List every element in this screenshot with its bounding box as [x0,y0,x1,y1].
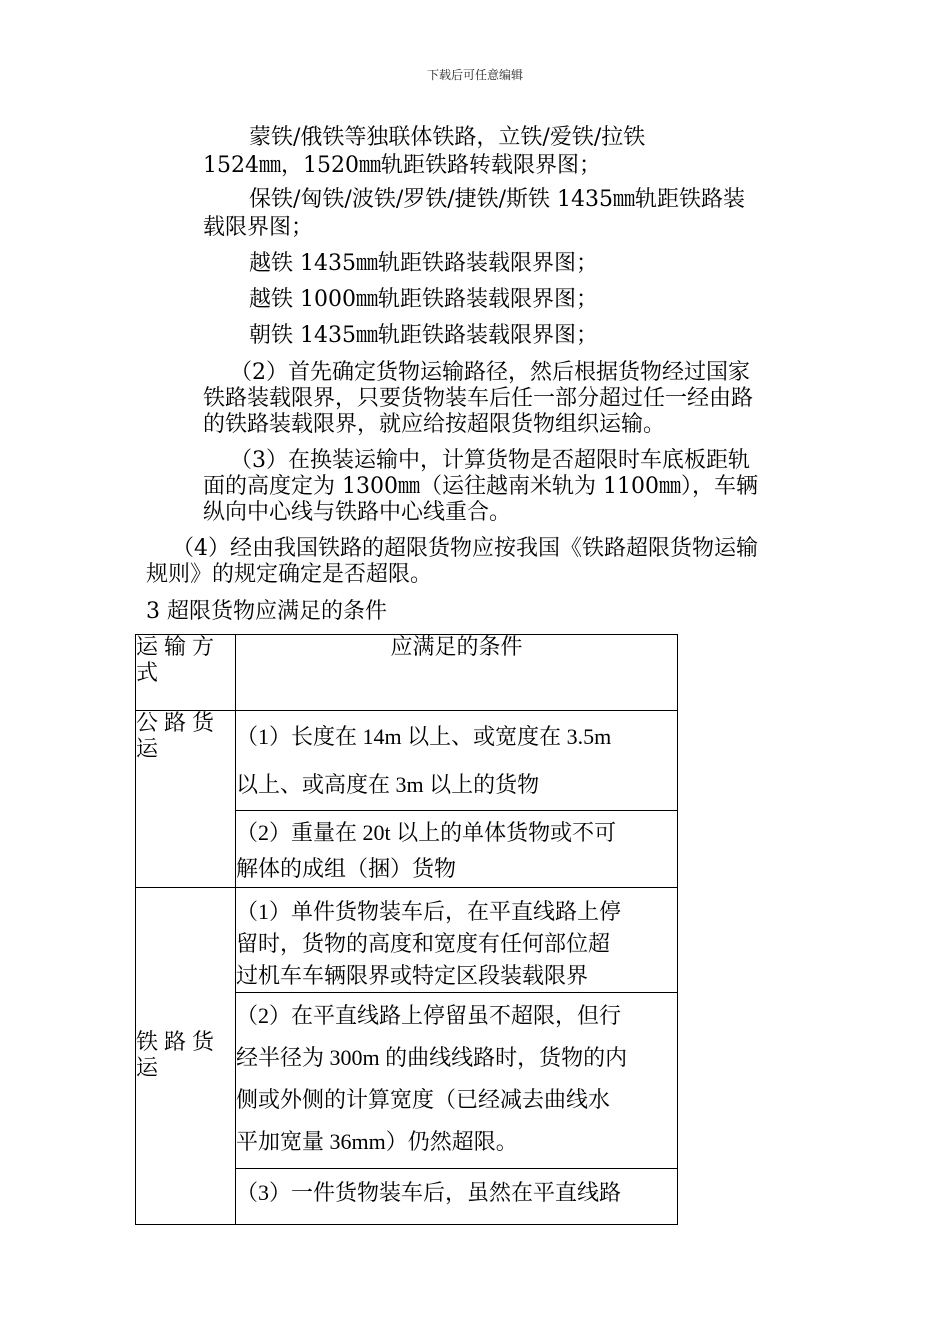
mode-cell-road: 公路货运 [136,711,236,888]
condition-line: 经半径为 300m 的曲线线路时，货物的内 [236,1045,628,1070]
paragraph-line: 1524㎜，1520㎜轨距铁路转载限界图； [203,153,601,178]
paragraph-line: 保铁/匈铁/波铁/罗铁/捷铁/斯铁 1435㎜轨距铁路装 [249,187,746,212]
condition-line: 平加宽量 36mm）仍然超限。 [236,1129,518,1154]
paragraph-line: 铁路装载限界，只要货物装车后任一部分超过任一经由路 [203,386,754,411]
condition-line: 侧或外侧的计算宽度（已经减去曲线水 [236,1087,611,1112]
condition-line: （3）一件货物装车后，虽然在平直线路 [236,1180,622,1205]
paragraph-line: 面的高度定为 1300㎜（运往越南米轨为 1100㎜），车辆 [203,474,758,499]
paragraph-line: 越铁 1435㎜轨距铁路装载限界图； [249,251,598,276]
condition-line: （2）重量在 20t 以上的单体货物或不可 [236,820,617,845]
paragraph-line: 的铁路装载限界，就应给按超限货物组织运输。 [203,412,666,437]
page-header: 下载后可任意编辑 [426,68,523,82]
paragraph-line: 朝铁 1435㎜轨距铁路装载限界图； [249,323,598,348]
conditions-table [135,634,678,1225]
condition-line: 过机车车辆限界或特定区段装载限界 [236,963,589,988]
paragraph-line: 蒙铁/俄铁等独联体铁路，立铁/爱铁/拉铁 [249,125,646,150]
table-header-row [136,635,678,711]
paragraph-line: 载限界图； [203,215,314,240]
table-row [136,711,678,811]
paragraph-line: 纵向中心线与铁路中心线重合。 [203,500,512,525]
condition-cell [236,888,678,993]
condition-cell [236,1169,678,1225]
condition-line: （2）在平直线路上停留虽不超限，但行 [236,1003,622,1028]
paragraph-line: （3）在换装运输中，计算货物是否超限时车底板距轨 [230,448,750,473]
paragraph-line: 越铁 1000㎜轨距铁路装载限界图； [249,287,598,312]
header-cell-condition: 应满足的条件 [236,635,678,711]
condition-cell [236,711,678,811]
condition-line: 留时，货物的高度和宽度有任何部位超 [236,931,611,956]
paragraph-line: （2）首先确定货物运输路径，然后根据货物经过国家 [230,360,750,385]
condition-line: （1）长度在 14m 以上、或宽度在 3.5m [236,724,612,749]
condition-cell [236,993,678,1169]
condition-cell [236,811,678,888]
condition-line: 以上、或高度在 3m 以上的货物 [236,772,540,797]
condition-line: 解体的成组（捆）货物 [236,856,457,881]
section-title: 3 超限货物应满足的条件 [146,599,387,624]
paragraph-line: （4）经由我国铁路的超限货物应按我国《铁路超限货物运输 [172,536,758,561]
mode-cell-rail: 铁路货运 [136,888,236,1225]
header-cell-mode: 运输方式 [136,635,236,711]
table-row [136,888,678,993]
paragraph-line: 规则》的规定确定是否超限。 [146,562,433,587]
condition-line: （1）单件货物装车后，在平直线路上停 [236,899,622,924]
